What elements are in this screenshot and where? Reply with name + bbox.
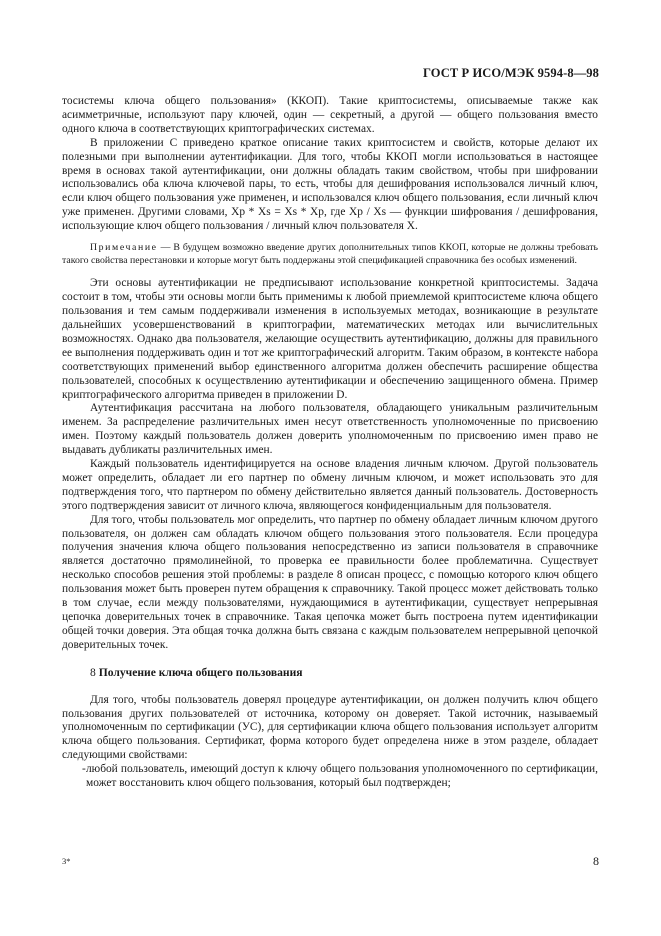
paragraph-certification: Для того, чтобы пользователь доверял процедуре аутентификации, он должен получить ключ общего пользования других пользователей от источника, которому он доверяет. Такой источник, называемый уполномоченным по сертификации (УС), для сертификации ключа общего пользования использует алгоритм ключа общего пользования. Сертификат, форма которого будет определена ниже в этом разделе, обладает следующими свойствами: bbox=[62, 693, 598, 762]
paragraph-cryptosystem: Эти основы аутентификации не предписывают использование конкретной криптосистемы. Задача состоит в том, чтобы эти основы могли быть применимы к любой приемлемой криптосистеме ключа общего пользования и тем самым поддерживали изменения в используемых методах, возникающие в результате дальнейших усовершенствований в криптографии, математических методах или вычислительных возможностях. Однако два пользователя, желающие осуществить аутентификацию, должны для правильного ее выполнения поддерживать один и тот же криптографический алгоритм. Таким образом, в контексте набора соответствующих применений выбор единственного алгоритма должен обеспечить расширение общества пользователей, способных к осуществлению аутентификации и обеспечению защищенного обмена. Пример криптографического алгоритма приведен в приложении D. bbox=[62, 277, 598, 401]
bullet-dash: - bbox=[82, 763, 86, 776]
list-item bbox=[62, 763, 598, 791]
footer-mark: 3* bbox=[62, 856, 71, 866]
page-number: 8 bbox=[593, 854, 599, 868]
paragraph-public-key-chain: Для того, чтобы пользователь мог определить, что партнер по обмену обладает личным ключом другого пользователя, он должен сам обладать ключом общего пользования этого пользователя. Если процедура получения значения ключа общего пользования непосредственно из записи пользователя в справочнике является достаточно прямолинейной, то проверка ее правильности более проблематична. Существует несколько способов решения этой проблемы: в разделе 8 описан процесс, с помощью которого ключ общего пользования может быть проверен путем обращения к справочнику. Такой процесс может действовать только в том случае, если между пользователями, нуждающимися в аутентификации, существует непрерывная цепочка доверительных точек в справочнике. Такая цепочка может быть построена путем идентификации общей точки доверия. Эта общая точка должна быть связана с каждым пользователем непрерывной цепочкой доверительных точек. bbox=[62, 513, 598, 651]
list-item-text: любой пользователь, имеющий доступ к ключу общего пользования уполномоченного по сертификации, может восстановить ключ общего пользования, который был подтвержден; bbox=[86, 763, 598, 790]
paragraph-appendix-c: В приложении С приведено краткое описание таких криптосистем и свойств, которые делают их полезными при выполнении аутентификации. Для того, чтобы ККОП могли использоваться в настоящее время в основах такой аутентификации, они должны обладать таким свойством, чтобы при шифровании использовались оба ключа ключевой пары, то есть, чтобы для дешифрования использовался личный ключ, если ключ общего пользования уже применен, и использовался ключ общего пользования, если личный ключ уже применен. Другими словами, Xp * Xs = Xs * Xp, где Xp / Xs — функции шифрования / дешифрования, использующие ключ общего пользования / личный ключ пользователя X. bbox=[62, 136, 598, 233]
paragraph-naming: Аутентификация рассчитана на любого пользователя, обладающего уникальным различительным именем. За распределение различительных имен несут ответственность уполномоченные по присвоению имен. Поэтому каждый пользователь должен доверить уполномоченным по присвоению имен право не выдавать дубликаты различительных имен. bbox=[62, 402, 598, 457]
standard-header: ГОСТ Р ИСО/МЭК 9594-8—98 bbox=[423, 66, 599, 80]
section-heading bbox=[62, 666, 598, 680]
note bbox=[62, 242, 598, 267]
section-title: Получение ключа общего пользования bbox=[98, 665, 303, 679]
note-label: Примечание bbox=[90, 242, 158, 254]
paragraph-continuation: тосистемы ключа общего пользования» (ККОП). Такие криптосистемы, описываемые также как асимметричные, используют пару ключей, один — секретный, а другой — общего пользования вместо одного ключа в соответствующих криптографических системах. bbox=[62, 95, 598, 135]
section-number: 8 bbox=[90, 665, 96, 679]
paragraph-private-key: Каждый пользователь идентифицируется на основе владения личным ключом. Другой пользователь может определить, обладает ли его партнер по обмену личным ключом, и может использовать это для подтверждения того, что партнером по обмену действительно является данный пользователь. Достоверность этого подтверждения зависит от личного ключа, являющегося конфиденциальным для пользователя. bbox=[62, 458, 598, 512]
note-text: — В будущем возможно введение других дополнительных типов ККОП, которые не должны требовать такого свойства перестановки и которые могут быть поддержаны этой спецификацией справочника без особых изменений. bbox=[62, 242, 598, 266]
document-body bbox=[62, 95, 598, 791]
